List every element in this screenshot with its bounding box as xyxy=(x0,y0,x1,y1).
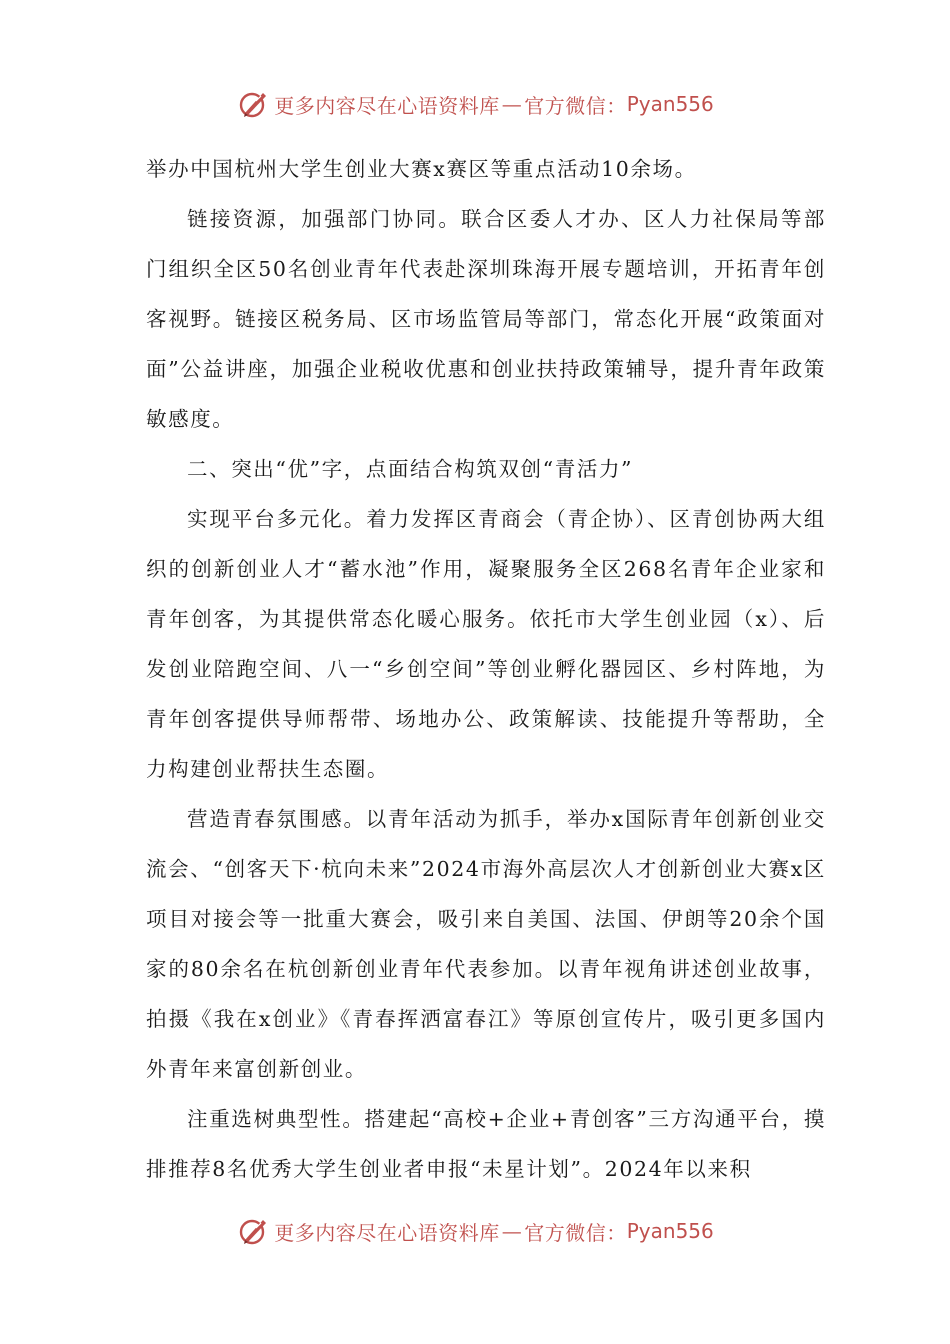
paragraph-3: 实现平台多元化。着力发挥区青商会（青企协）、区青创协两大组织的创新创业人才“蓄水池”作用，凝聚服务全区268名青年企业家和青年创客，为其提供常态化暖心服务。依托市大学生创业园（x）、后发创业陪跑空间、八一“乡创空间”等创业孵化器园区、乡村阵地，为青年创客提供导师帮带、场地办公、政策解读、技能提升等帮助，全力构建创业帮扶生态圈。 xyxy=(146,507,826,781)
banner-contact-label: 官方微信： xyxy=(524,1220,627,1245)
paragraph-4: 营造青春氛围感。以青年活动为抓手，举办x国际青年创新创业交流会、“创客天下·杭向未来”2024市海外高层次人才创新创业大赛x区项目对接会等一批重大赛会，吸引来自美国、法国、伊朗等20余个国家的80余名在杭创新创业青年代表参加。以青年视角讲述创业故事，拍摄《我在x创业》《青春挥洒富春江》等原创宣传片，吸引更多国内外青年来富创新创业。 xyxy=(146,807,826,1081)
banner-contact-label: 官方微信： xyxy=(524,93,627,118)
banner-text: 更多内容尽在心语资料库 xyxy=(274,93,500,118)
banner-text: 更多内容尽在心语资料库 xyxy=(274,1220,500,1245)
section-heading: 二、突出“优”字，点面结合构筑双创“青活力” xyxy=(187,457,634,481)
banner-contact-value: Pyan556 xyxy=(626,1219,714,1243)
paragraph-1: 举办中国杭州大学生创业大赛x赛区等重点活动10余场。 xyxy=(146,157,697,181)
footer-watermark-banner xyxy=(0,1211,950,1251)
paragraph-5: 注重选树典型性。搭建起“高校+企业+青创客”三方沟通平台，摸排推荐8名优秀大学生创业者申报“未星计划”。2024年以来积 xyxy=(146,1107,826,1181)
quill-pen-icon xyxy=(236,1214,270,1248)
paragraph-2: 链接资源，加强部门协同。联合区委人才办、区人力社保局等部门组织全区50名创业青年代表赴深圳珠海开展专题培训，开拓青年创客视野。链接区税务局、区市场监管局等部门，常态化开展“政策面对面”公益讲座，加强企业税收优惠和创业扶持政策辅导，提升青年政策敏感度。 xyxy=(146,207,826,431)
header-watermark-banner xyxy=(0,84,950,124)
banner-contact-value: Pyan556 xyxy=(626,92,714,116)
document-body xyxy=(146,144,826,1194)
banner-dash: — xyxy=(501,92,523,116)
quill-pen-icon xyxy=(236,87,270,121)
banner-dash: — xyxy=(501,1219,523,1243)
